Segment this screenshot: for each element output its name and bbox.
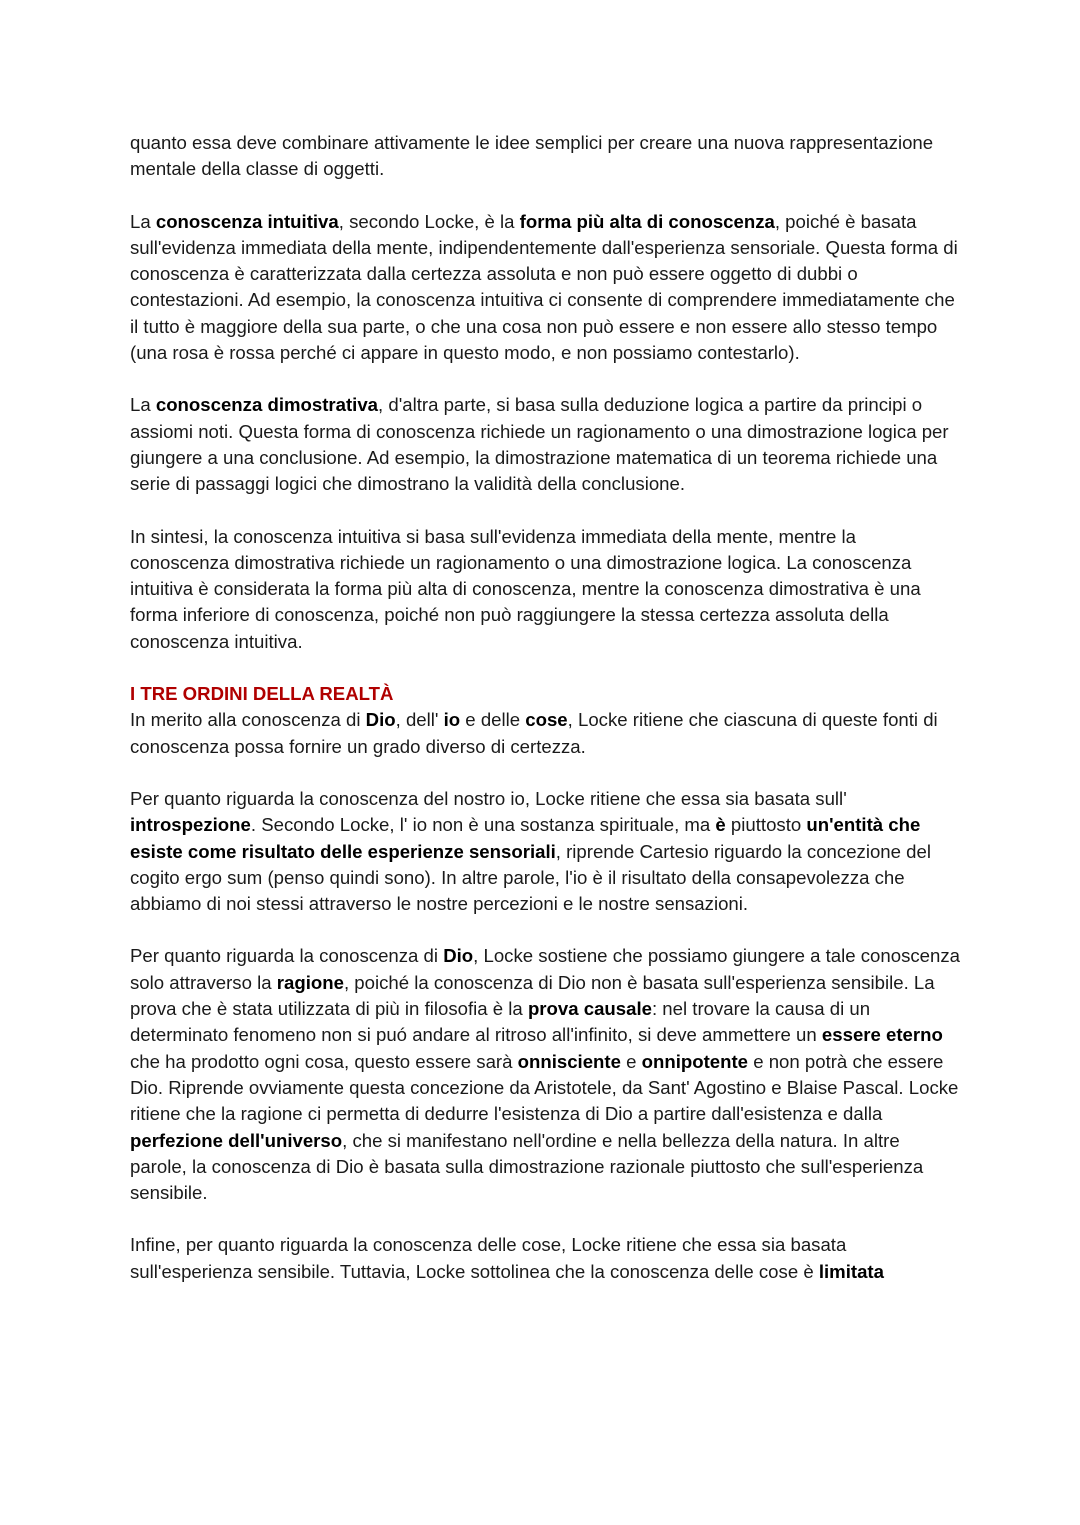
text-run: e [620, 1050, 642, 1072]
text-run: , secondo Locke, è la [338, 210, 520, 232]
bold-term: onnisciente [517, 1050, 621, 1072]
bold-term: limitata [818, 1260, 884, 1282]
section-paragraphs [130, 707, 960, 1285]
text-run: , d'altra parte, si basa sulla deduzione logica a partire da principi o assiomi noti. Questa forma di conoscenza richiede un ragionamento o una dimostrazione logica per giungere a una conclusione. Ad esempio, la dimostrazione matematica di un teorema richiede una serie di passaggi logici che dimostrano la validità della conclusione. [130, 394, 949, 495]
paragraph-p3 [130, 524, 960, 655]
paragraph-s0 [130, 707, 960, 760]
bold-term: introspezione [130, 814, 251, 836]
text-run: Per quanto riguarda la conoscenza di [130, 945, 444, 967]
document-page [130, 130, 960, 1285]
text-run: : nel trovare la causa di un determinato fenomeno non si puó andare al ritroso all'infinito, si deve ammettere un [130, 998, 871, 1046]
bold-term: Dio [365, 709, 396, 731]
text-run: piuttosto [725, 814, 807, 836]
text-run: Infine, per quanto riguarda la conoscenza delle cose, Locke ritiene che essa sia basata sull'esperienza sensibile. Tuttavia, Locke sottolinea che la conoscenza delle cose è [130, 1234, 847, 1282]
section-heading: I TRE ORDINI DELLA REALTÀ [130, 683, 394, 705]
text-run: , poiché è basata sull'evidenza immediata della mente, indipendentemente dall'esperienza sensoriale. Questa forma di conoscenza è caratterizzata dalla certezza assoluta e non può essere oggetto di dubbi o contestazioni. Ad esempio, la conoscenza intuitiva ci consente di comprendere immediatamente che il tutto è maggiore della sua parte, o che una cosa non può essere e non essere allo stesso tempo (una rosa è rossa perché ci appare in questo modo, e non possiamo contestarlo). [130, 210, 958, 364]
text-run: e non potrà che essere Dio. Riprende ovviamente questa concezione da Aristotele, da Sant' Agostino e Blaise Pascal. Locke ritiene che la ragione ci permetta di dedurre l'esistenza di Dio a partire dall'esistenza e dalla [130, 1050, 959, 1125]
text-run: , dell' [395, 709, 444, 731]
paragraph-s3 [130, 1232, 960, 1285]
text-run: In merito alla conoscenza di [130, 709, 366, 731]
paragraph-p2 [130, 392, 960, 497]
paragraph-p1 [130, 209, 960, 367]
bold-term: ragione [276, 971, 344, 993]
text-run: e delle [460, 709, 526, 731]
text-run: , riprende Cartesio riguardo la concezione del cogito ergo sum (penso quindi sono). In altre parole, l'io è il risultato della consapevolezza che abbiamo di noi stessi attraverso le nostre percezioni e le nostre sensazioni. [130, 840, 931, 915]
bold-term: essere eterno [821, 1024, 943, 1046]
text-run: . Secondo Locke, l' io non è una sostanza spirituale, ma [250, 814, 716, 836]
text-run: , Locke sostiene che possiamo giungere a tale conoscenza solo attraverso la [130, 945, 960, 993]
bold-term: è [715, 814, 726, 836]
bold-term: io [443, 709, 461, 731]
bold-term: un'entità che esiste come risultato delle esperienze sensoriali [130, 814, 921, 862]
text-run: , Locke ritiene che ciascuna di queste fonti di conoscenza possa fornire un grado diverso di certezza. [130, 709, 938, 757]
text-run: , che si manifestano nell'ordine e nella bellezza della natura. In altre parole, la conoscenza di Dio è basata sulla dimostrazione razionale piuttosto che sull'esperienza sensibile. [130, 1129, 924, 1204]
bold-term: cose [525, 709, 568, 731]
paragraph-s1 [130, 786, 960, 917]
bold-term: conoscenza dimostrativa [155, 394, 379, 416]
text-run: La [130, 394, 156, 416]
text-run: , poiché la conoscenza di Dio non è basata sull'esperienza sensibile. La prova che è stata utilizzata di più in filosofia è la [130, 971, 935, 1020]
text-run: In sintesi, la conoscenza intuitiva si basa sull'evidenza immediata della mente, mentre la conoscenza dimostrativa richiede un ragionamento o una dimostrazione logica. La conoscenza intuitiva è considerata la forma più alta di conoscenza, mentre la conoscenza dimostrativa è una forma inferiore di conoscenza, poiché non può raggiungere la stessa certezza assoluta della conoscenza intuitiva. [130, 525, 921, 652]
bold-term: perfezione dell'universo [130, 1129, 343, 1151]
bold-term: Dio [443, 945, 474, 967]
paragraph-p0 [130, 130, 960, 183]
text-run: Per quanto riguarda la conoscenza del nostro io, Locke ritiene che essa sia basata sull' [130, 787, 847, 809]
bold-term: conoscenza intuitiva [155, 210, 339, 232]
text-run: quanto essa deve combinare attivamente le idee semplici per creare una nuova rappresentazione mentale della classe di oggetti. [130, 132, 934, 180]
paragraph-s2 [130, 943, 960, 1206]
text-run: La [130, 210, 156, 232]
text-run: che ha prodotto ogni cosa, questo essere sarà [130, 1050, 518, 1072]
intro-paragraphs [130, 130, 960, 655]
bold-term: prova causale [527, 998, 652, 1020]
bold-term: forma più alta di conoscenza [519, 210, 775, 232]
bold-term: onnipotente [641, 1050, 749, 1072]
